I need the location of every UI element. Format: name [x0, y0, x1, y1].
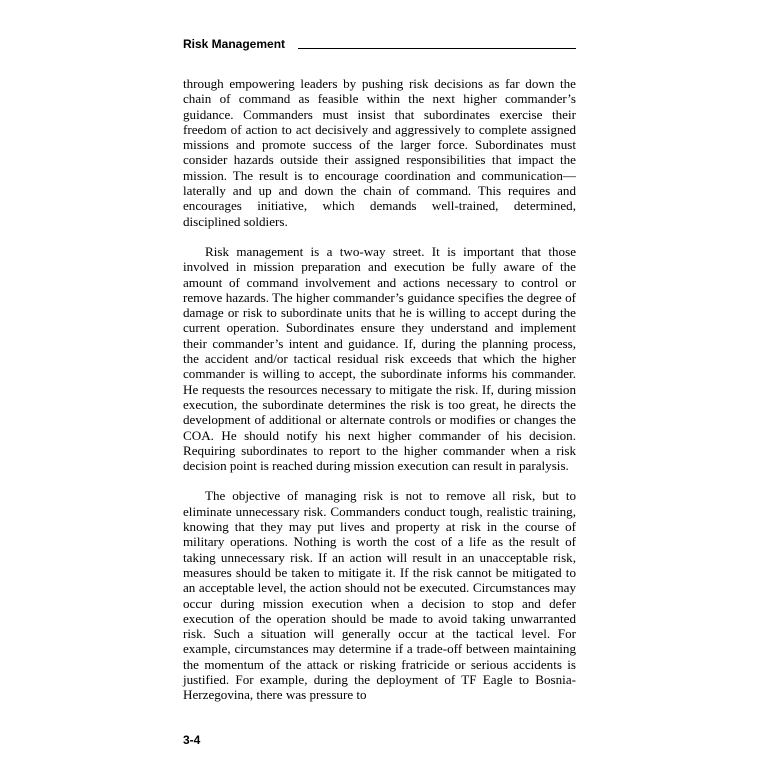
- paragraph-two-way-street: Risk management is a two-way street. It is important that those involved in mission preparation and execution be fully aware of the amount of command involvement and actions necessary to control or remove hazards. The higher commander’s guidance specifies the degree of damage or risk to subordinate units that he is willing to accept during the current operation. Subordinates ensure they understand and implement their commander’s intent and guidance. If, during the planning process, the accident and/or tactical residual risk exceeds that which the higher commander is willing to accept, the subordinate informs his commander. He requests the resources necessary to mitigate the risk. If, during mission execution, the subordinate determines the risk is too great, he directs the development of additional or alternate controls or modifies or changes the COA. He should notify his next higher commander of his decision. Requiring subordinates to report to the higher commander when a risk decision point is reached during mission execution can result in paralysis.: [183, 243, 576, 474]
- paragraph-objective: The objective of managing risk is not to remove all risk, but to eliminate unnecessary risk. Commanders conduct tough, realistic training, knowing that they may put lives and property at risk in the course of military operations. Nothing is worth the cost of a life as the result of taking unnecessary risk. If an action will result in an unacceptable risk, measures should be taken to mitigate it. If the risk cannot be mitigated to an acceptable level, the action should not be executed. Circumstances may occur during mission execution when a decision to stop and defer execution of the operation should be made to avoid taking unwarranted risk. Such a situation will generally occur at the tactical level. For example, circumstances may determine if a trade-off between maintaining the momentum of the attack or risking fratricide or serious accidents is justified. For example, during the deployment of TF Eagle to Bosnia-Herzegovina, there was pressure to: [183, 488, 576, 703]
- running-header: [183, 36, 576, 52]
- body-text: [183, 76, 576, 718]
- page-number: 3-4: [183, 733, 201, 747]
- header-rule: [298, 48, 576, 49]
- paragraph-continued: through empowering leaders by pushing risk decisions as far down the chain of command as feasible within the next higher commander’s guidance. Commanders must insist that subordinates exercise their freedom of action to act decisively and aggressively to complete assigned missions and promote success of the larger force. Subordinates must consider hazards outside their assigned responsibilities that impact the mission. The result is to encourage coordination and communication—laterally and up and down the chain of command. This requires and encourages initiative, which demands well-trained, determined, disciplined soldiers.: [183, 76, 576, 229]
- header-title: Risk Management: [183, 37, 286, 51]
